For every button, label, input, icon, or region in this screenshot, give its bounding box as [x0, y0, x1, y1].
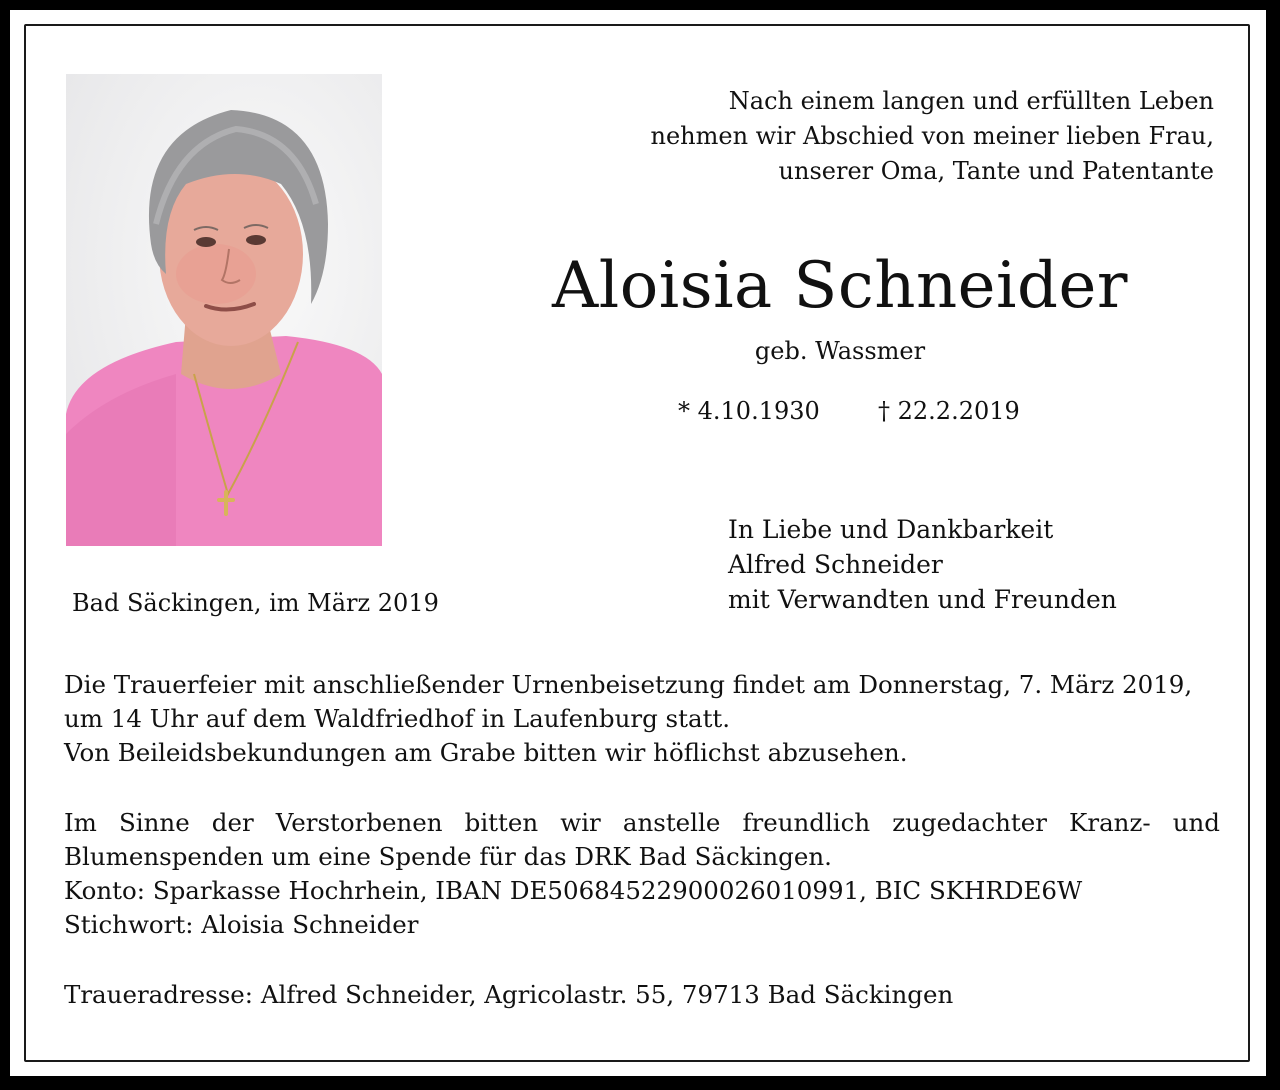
mourning-address — [64, 978, 1220, 1012]
signature-line-2: Alfred Schneider — [728, 550, 943, 579]
signature-line-3: mit Verwandten und Freunden — [728, 585, 1117, 614]
signature-line-1: In Liebe und Dankbarkeit — [728, 515, 1054, 544]
birth-date: * 4.10.1930 — [678, 397, 820, 425]
donation-info — [64, 806, 1220, 942]
portrait-illustration — [66, 74, 382, 546]
signature-block — [728, 512, 1117, 617]
donation-line-2: Blumenspenden um eine Spende für das DRK Bad Säckingen. — [64, 842, 832, 871]
deceased-name: Aloisia Schneider — [552, 249, 1128, 323]
donation-line-3: Konto: Sparkasse Hochrhein, IBAN DE50684522900026010991, BIC SKHRDE6W — [64, 876, 1083, 905]
intro-text — [594, 84, 1214, 189]
ceremony-line-1: Die Trauerfeier mit anschließender Urnenbeisetzung findet am Donnerstag, 7. März 2019, — [64, 670, 1193, 699]
intro-line-2: nehmen wir Abschied von meiner lieben Frau, — [650, 122, 1214, 150]
death-date: † 22.2.2019 — [878, 397, 1020, 425]
maiden-name: geb. Wassmer — [754, 337, 926, 365]
ceremony-line-2: um 14 Uhr auf dem Waldfriedhof in Laufenburg statt. — [64, 704, 731, 733]
intro-line-3: unserer Oma, Tante und Patentante — [778, 157, 1214, 185]
ceremony-info — [64, 668, 1220, 770]
donation-line-1: Im Sinne der Verstorbenen bitten wir anstelle freundlich zugedachter Kranz- und — [64, 808, 1220, 837]
donation-line-4: Stichwort: Aloisia Schneider — [64, 910, 419, 939]
place-date: Bad Säckingen, im März 2019 — [72, 589, 439, 617]
obituary-notice — [10, 10, 1266, 1076]
portrait-photo — [66, 74, 382, 546]
address-line: Traueradresse: Alfred Schneider, Agricolastr. 55, 79713 Bad Säckingen — [64, 980, 954, 1009]
intro-line-1: Nach einem langen und erfüllten Leben — [728, 87, 1214, 115]
ceremony-line-3: Von Beileidsbekundungen am Grabe bitten wir höflichst abzusehen. — [64, 738, 908, 767]
